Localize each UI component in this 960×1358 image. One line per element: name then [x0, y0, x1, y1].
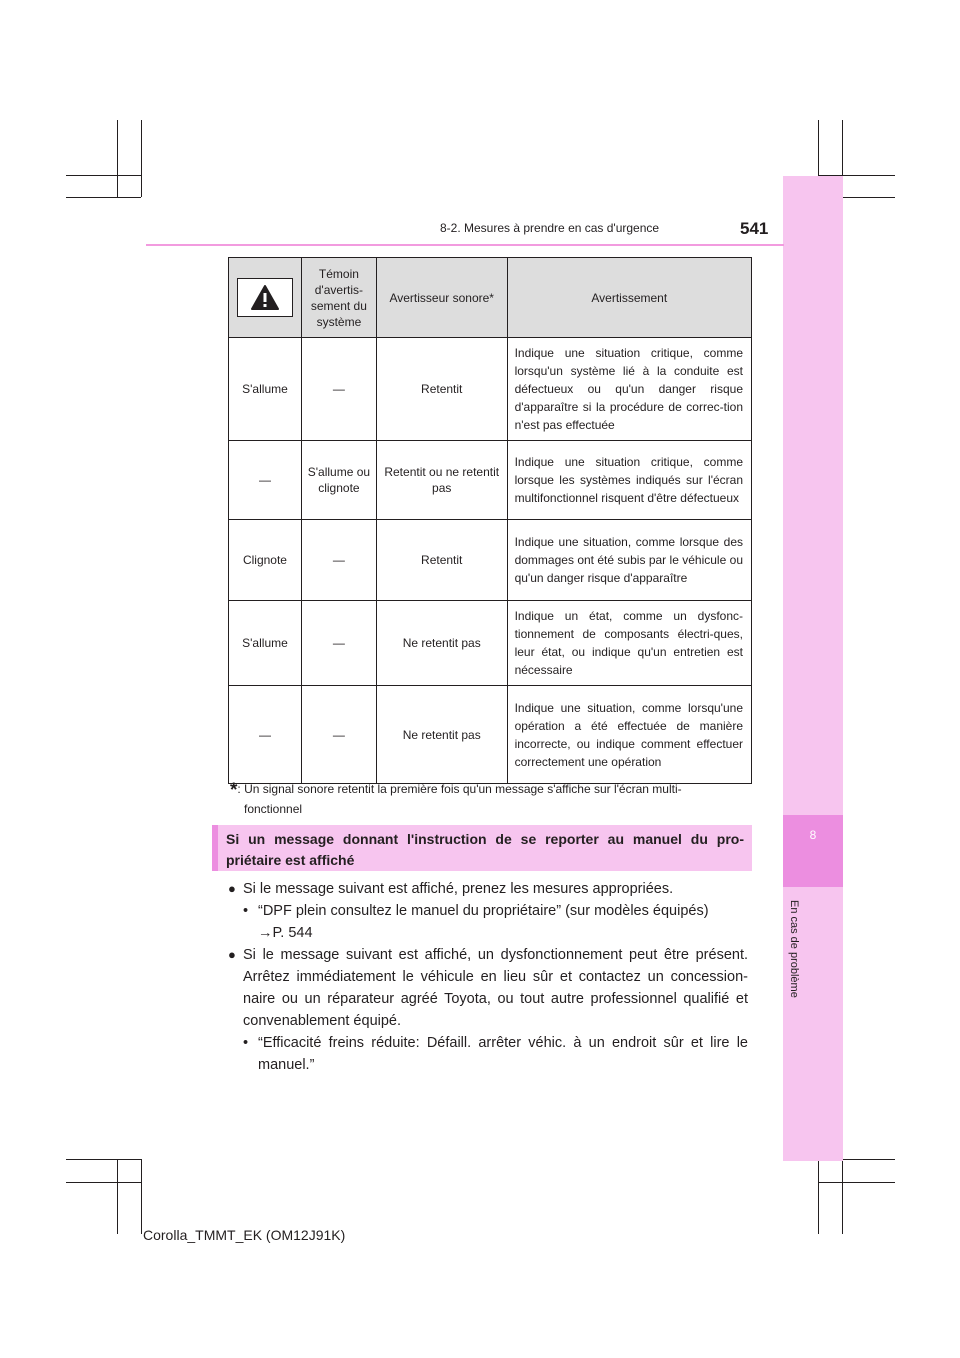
- table-footnote: [230, 780, 748, 818]
- crop-mark: [66, 197, 141, 198]
- bullet-icon: ●: [228, 881, 236, 896]
- table-cell: —: [301, 686, 376, 784]
- table-cell: S'allume: [229, 601, 302, 686]
- table-cell: —: [301, 338, 376, 441]
- chapter-tab-highlight: [783, 815, 843, 887]
- crop-mark: [842, 1159, 843, 1234]
- table-cell-description: Indique une situation critique, comme lorsque les systèmes indiqués sur l'écran multifonctionnel risquent d'être défectueux: [507, 441, 751, 520]
- table-cell: Ne retentit pas: [376, 601, 507, 686]
- table-cell: S'allume: [229, 338, 302, 441]
- list-subitem: [228, 900, 748, 922]
- sub-bullet-icon: •: [243, 903, 249, 919]
- footnote-text: : Un signal sonore retentit la première fois qu'un message s'affiche sur l'écran multi-: [237, 782, 682, 796]
- table-row: [229, 520, 752, 601]
- document-footer: Corolla_TMMT_EK (OM12J91K): [143, 1227, 346, 1243]
- table-cell: —: [229, 686, 302, 784]
- table-row: [229, 601, 752, 686]
- list-item: [228, 944, 748, 1032]
- section-heading: 8-2. Mesures à prendre en cas d'urgence: [440, 221, 660, 235]
- chapter-number: 8: [809, 828, 817, 842]
- crop-mark: [117, 1159, 118, 1234]
- table-cell-description: Indique un état, comme un dysfonc-tionnement de composants électri-ques, leur état, ou indique qu'un entretien est nécessaire: [507, 601, 751, 686]
- table-cell-description: Indique une situation, comme lorsqu'une opération a été effectuée de manière incorrecte, ou indique comment effectuer correctement une opération: [507, 686, 751, 784]
- table-cell: —: [301, 601, 376, 686]
- section-banner: Si un message donnant l'instruction de se reporter au manuel du pro-priétaire est affiché: [212, 825, 752, 871]
- message-text: “DPF plein consultez le manuel du propriétaire” (sur modèles équipés): [258, 903, 709, 919]
- table-row: [229, 441, 752, 520]
- header-cell-icon: [229, 258, 302, 338]
- table-cell-description: Indique une situation, comme lorsque des dommages ont été subis par le véhicule ou qu'un danger risque d'apparaître: [507, 520, 751, 601]
- warning-table: [228, 257, 752, 784]
- bullet-text: Si le message suivant est affiché, un dysfonctionnement peut être présent. Arrêtez immédiatement le véhicule en lieu sûr et contactez un concession-naire ou un réparateur agréé Toyota, ou tout autre professionnel qualifié et convenablement équipé.: [243, 947, 748, 1029]
- page-reference-link[interactable]: →P. 544: [258, 925, 313, 941]
- list-item: [228, 878, 748, 900]
- page-number: 541: [740, 219, 769, 238]
- bullet-text: Si le message suivant est affiché, prenez les mesures appropriées.: [243, 881, 674, 897]
- sub-bullet-icon: •: [243, 1035, 249, 1051]
- table-row: [229, 686, 752, 784]
- table-cell-description: Indique une situation critique, comme lorsqu'un système lié à la conduite est défectueux ou qu'un danger risque d'apparaître si la procédure de correc-tion n'est pas effectuée: [507, 338, 751, 441]
- crop-mark: [141, 1159, 142, 1234]
- table-cell: —: [229, 441, 302, 520]
- message-text: “Efficacité freins réduite: Défaill. arrêter véhic. à un endroit sûr et lire le manuel.”: [258, 1035, 748, 1073]
- header-cell-system-light: Témoin d'avertis-sement du système: [301, 258, 376, 338]
- table-cell: Retentit: [376, 338, 507, 441]
- header-rule: [146, 244, 784, 246]
- crop-mark: [66, 175, 141, 176]
- crop-mark: [141, 120, 142, 197]
- table-cell: Retentit ou ne retentit pas: [376, 441, 507, 520]
- table-cell: Clignote: [229, 520, 302, 601]
- crop-mark: [66, 1159, 141, 1160]
- header-cell-buzzer: Avertisseur sonore*: [376, 258, 507, 338]
- table-cell: Ne retentit pas: [376, 686, 507, 784]
- bullet-icon: ●: [228, 947, 236, 962]
- table-cell: Retentit: [376, 520, 507, 601]
- table-cell: S'allume ou clignote: [301, 441, 376, 520]
- crop-mark: [117, 120, 118, 197]
- footnote-text-continued: fonctionnel: [244, 802, 303, 816]
- chapter-title: En cas de problème: [788, 900, 800, 998]
- table-cell: —: [301, 520, 376, 601]
- crop-mark: [66, 1182, 141, 1183]
- warning-triangle-icon: [237, 278, 293, 317]
- crop-mark: [818, 1182, 895, 1183]
- footnote-star: *: [230, 780, 238, 801]
- table-header-row: [229, 258, 752, 338]
- table-row: [229, 338, 752, 441]
- list-subitem: [228, 1032, 748, 1076]
- crop-mark: [818, 1159, 819, 1234]
- instructions: [228, 878, 748, 1076]
- header-cell-warning: Avertissement: [507, 258, 751, 338]
